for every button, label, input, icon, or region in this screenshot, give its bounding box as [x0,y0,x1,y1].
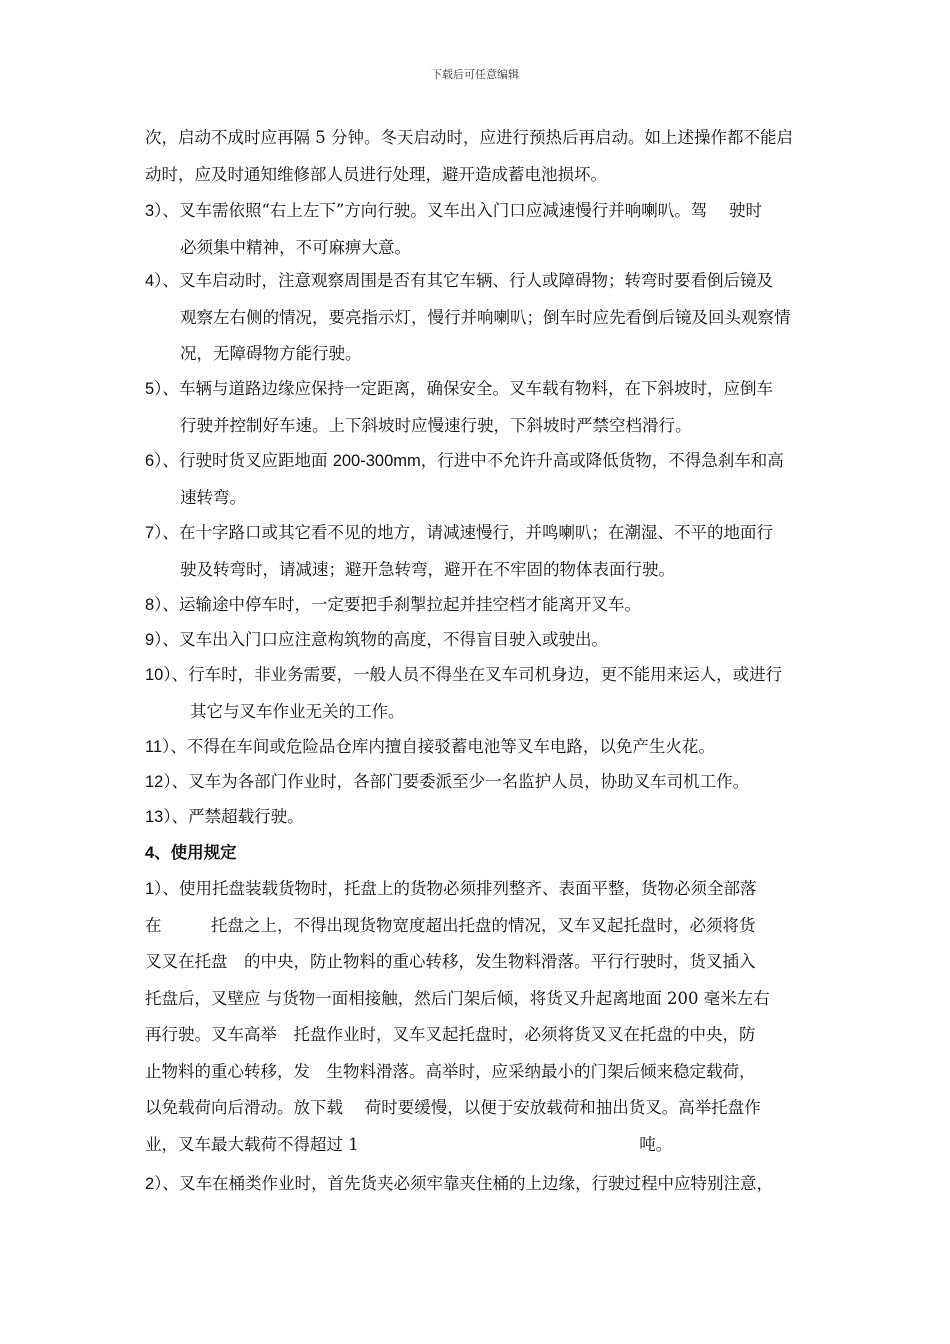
measurement-value: 200-300mm [332,452,421,470]
text-line: 不得在车间或危险品仓库内擅自接驳蓄电池等叉车电路，以免产生火花。 [186,737,715,756]
paragraph-continuation [145,120,865,193]
text-line: 在十字路口或其它看不见的地方，请减速慢行，并鸣喇叭；在潮湿、不平的地面行 [178,523,773,542]
usage-rule-1 [145,871,865,1163]
rule-item-11 [145,729,865,766]
rule-item-13 [145,799,865,836]
item-number: 10）、 [145,666,189,684]
item-number: 1）、 [145,880,179,898]
text-line: 托盘后，叉壁应 与货物一面相接触，然后门架后倾，将货叉升起离地面 200 毫米左右 [145,988,770,1008]
usage-rule-2 [145,1166,865,1203]
text-segment: ，行进中不允许升高或降低货物，不得急刹车和高 [420,451,784,470]
item-number: 2）、 [145,1175,179,1193]
text-line: 必须集中精神，不可麻痹大意。 [180,237,411,257]
text-segment: 行驶时货叉应距地面 [178,451,333,470]
text-line: 以免载荷向后滑动。放下载 荷时要缓慢，以便于安放载荷和抽出货叉。高举托盘作 [145,1098,761,1117]
rule-item-9 [145,622,865,659]
item-number: 6）、 [145,452,179,470]
item-number: 13）、 [145,808,189,826]
text-line: 叉车出入门口应注意构筑物的高度，不得盲目驶入或驶出。 [178,630,608,649]
item-number: 11）、 [145,738,187,756]
text-line: 观察左右侧的情况，要亮指示灯，慢行并响喇叭；倒车时应先看倒后镜及回头观察情 [180,307,791,327]
text-line: 速转弯。 [180,487,246,507]
text-line: 行车时，非业务需要，一般人员不得坐在叉车司机身边，更不能用来运人，或进行 [188,665,783,684]
text-line: 严禁超载行驶。 [188,807,304,826]
text-line: 叉叉在托盘 的中央，防止物料的重心转移，发生物料滑落。平行行驶时，货叉插入 [145,952,756,971]
text-line: 再行驶。叉车高举 托盘作业时，叉车叉起托盘时，必须将货叉叉在托盘的中央，防 [145,1025,756,1044]
rule-item-6 [145,443,865,516]
rule-item-3 [145,193,865,266]
item-number: 8）、 [145,596,179,614]
text-line: 其它与叉车作业无关的工作。 [190,701,405,721]
rule-item-12 [145,764,865,801]
text-line: 止物料的重心转移，发 生物料滑落。高举时，应采纳最小的门架后倾来稳定载荷， [145,1061,756,1081]
item-number: 12）、 [145,773,189,791]
text-line: 行驶并控制好车速。上下斜坡时应慢速行驶，下斜坡时严禁空档滑行。 [180,415,692,435]
text-line: 次，启动不成时应再隔 5 分钟。冬天启动时，应进行预热后再启动。如上述操作都不能启 [145,128,793,147]
text-line: 驶及转弯时，请减速；避开急转弯，避开在不牢固的物体表面行驶。 [180,559,675,579]
rule-item-8 [145,587,865,624]
item-number: 9）、 [145,631,179,649]
rule-item-5 [145,371,865,444]
text-line: 况，无障碍物方能行驶。 [180,344,362,363]
text-line: 叉车启动时，注意观察周围是否有其它车辆、行人或障碍物；转弯时要看倒后镜及 [178,271,773,290]
text-line: 叉车在桶类作业时，首先货夹必须牢靠夹住桶的上边缘，行驶过程中应特别注意， [178,1174,773,1193]
item-number: 5）、 [145,380,179,398]
text-line: 车辆与道路边缘应保持一定距离，确保安全。叉车载有物料，在下斜坡时，应倒车 [178,379,773,398]
text-line: 运输途中停车时，一定要把手刹掣拉起并挂空档才能离开叉车。 [178,595,641,614]
text-line: 叉车需依照“右上左下”方向行驶。叉车出入门口应减速慢行并响喇叭。驾 驶时 [178,201,763,220]
item-number: 4）、 [145,272,179,290]
text-line: 动时，应及时通知维修部人员进行处理，避开造成蓄电池损坏。 [145,164,607,184]
rule-item-7 [145,515,865,588]
text-line: 叉车为各部门作业时，各部门要委派至少一名监护人员，协助叉车司机工作。 [188,772,750,791]
item-number: 7）、 [145,524,179,542]
section-heading: 4、使用规定 [145,844,237,862]
text-line: 业，叉车最大载荷不得超过 1 吨。 [145,1134,673,1154]
item-number: 3）、 [145,202,179,220]
page-header: 下载后可任意编辑 [431,68,519,81]
text-line: 使用托盘装载货物时，托盘上的货物必须排列整齐、表面平整，货物必须全部落 [178,879,757,898]
text-line: 在 托盘之上，不得出现货物宽度超出托盘的情况，叉车叉起托盘时，必须将货 [145,915,756,935]
rule-item-4 [145,263,865,373]
rule-item-10 [145,657,865,730]
